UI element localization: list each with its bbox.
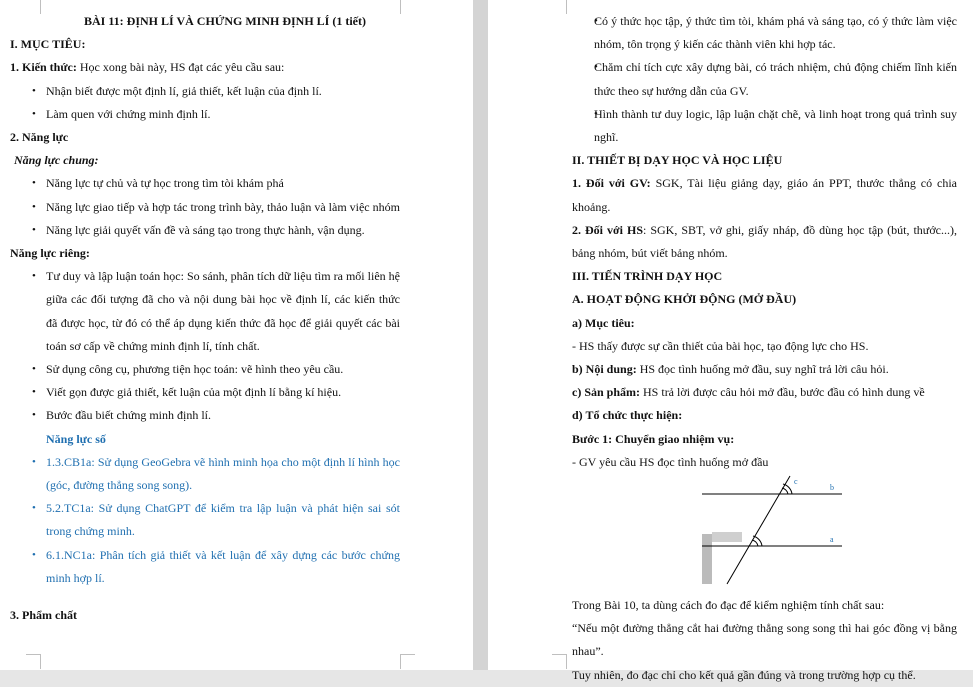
hs-equipment <box>572 219 957 265</box>
organization-label: d) Tổ chức thực hiện: <box>572 408 683 423</box>
content-line <box>572 358 957 381</box>
paragraph: Tuy nhiên, đo đạc chỉ cho kết quả gần đúng và trong trường hợp cụ thể. <box>572 667 916 682</box>
label-a: a <box>830 535 834 545</box>
knowledge-text: Học xong bài này, HS đạt các yêu cầu sau: <box>76 60 285 75</box>
knowledge-line <box>10 56 400 79</box>
paragraph: Trong Bài 10, ta dùng cách đo đạc để kiểm nghiệm tính chất sau: <box>572 598 885 613</box>
hs-text: : SGK, SBT, vở ghi, giấy nháp, đồ dùng học tập (bút, thước...), bảng nhóm, bút viết bảng nhóm. <box>572 222 957 261</box>
ability-heading: 2. Năng lực <box>10 130 69 145</box>
list-item: • 6.1.NC1a: Phân tích giả thiết và kết luận để xây dựng các bước chứng minh hợp lí. <box>10 544 400 590</box>
transversal-c <box>727 476 790 584</box>
gv-label: 1. Đối với GV: <box>572 176 651 191</box>
step-text: - GV yêu cầu HS đọc tình huống mở đầu <box>572 454 769 469</box>
page-corner-mark <box>26 654 41 669</box>
section-heading: II. THIẾT BỊ DẠY HỌC VÀ HỌC LIỆU <box>572 153 783 168</box>
left-column <box>10 10 400 627</box>
general-ability-heading: Năng lực chung: <box>14 153 99 168</box>
section-heading: I. MỤC TIÊU: <box>10 37 86 52</box>
knowledge-label: 1. Kiến thức: <box>10 60 77 75</box>
goal-text: - HS thấy được sự cần thiết của bài học, tạo động lực cho HS. <box>572 338 869 353</box>
goal-label: a) Mục tiêu: <box>572 315 635 330</box>
right-column <box>572 10 957 687</box>
list-item: • 5.2.TC1a: Sử dụng ChatGPT để kiểm tra lập luận và phát hiện sai sót trong chứng minh. <box>10 497 400 543</box>
page-corner-mark <box>400 654 415 669</box>
parallel-lines-diagram <box>702 476 842 586</box>
page-gap <box>473 0 488 670</box>
specific-ability-heading: Năng lực riêng: <box>10 246 90 261</box>
quality-heading: 3. Phẩm chất <box>10 608 77 623</box>
page-corner-mark <box>552 0 567 14</box>
list-item: • Năng lực giao tiếp và hợp tác trong trình bày, thảo luận và làm việc nhóm <box>10 196 400 219</box>
section-heading: III. TIẾN TRÌNH DẠY HỌC <box>572 269 723 284</box>
document-page-left <box>0 0 473 670</box>
list-item: • Hình thành tư duy logic, lập luận chặt chẽ, và linh hoạt trong quá trình suy nghĩ. <box>572 103 957 149</box>
list-item: • Bước đầu biết chứng minh định lí. <box>10 404 400 427</box>
content-text: HS đọc tình huống mở đầu, suy nghĩ trả lời câu hỏi. <box>636 362 889 377</box>
product-text: HS trả lời được câu hỏi mở đầu, bước đầu có hình dung về <box>640 385 925 400</box>
list-item: • Chăm chỉ tích cực xây dựng bài, có trách nhiệm, chủ động chiếm lĩnh kiến thức theo sự hướng dẫn của GV. <box>572 56 957 102</box>
content-label: b) Nội dung: <box>572 362 637 377</box>
list-item: • Năng lực tự chủ và tự học trong tìm tòi khám phá <box>10 172 400 195</box>
page-corner-mark <box>552 654 567 669</box>
list-item: • Năng lực giải quyết vấn đề và sáng tạo trong thực hành, vận dụng. <box>10 219 400 242</box>
list-item: • Nhận biết được một định lí, giả thiết, kết luận của định lí. <box>10 80 400 103</box>
paragraph: “Nếu một đường thẳng cắt hai đường thẳng song song thì hai góc đồng vị bằng nhau”. <box>572 621 957 659</box>
list-item: • 1.3.CB1a: Sử dụng GeoGebra vẽ hình minh họa cho một định lí hình học (góc, đường thẳng song song). <box>10 451 400 497</box>
product-label: c) Sản phẩm: <box>572 385 641 400</box>
step-label: Bước 1: Chuyển giao nhiệm vụ: <box>572 431 735 446</box>
page-corner-mark <box>400 0 415 14</box>
digital-ability-heading: Năng lực số <box>46 431 106 446</box>
list-item: • Làm quen với chứng minh định lí. <box>10 103 400 126</box>
angle-arc <box>752 540 758 546</box>
label-b: b <box>830 483 834 493</box>
product-line <box>572 381 957 404</box>
list-item: • Sử dụng công cụ, phương tiện học toán: vẽ hình theo yêu cầu. <box>10 358 400 381</box>
activity-heading: A. HOẠT ĐỘNG KHỞI ĐỘNG (MỞ ĐẦU) <box>572 292 797 307</box>
lesson-title: BÀI 11: ĐỊNH LÍ VÀ CHỨNG MINH ĐỊNH LÍ (1 tiết) <box>84 14 366 28</box>
gv-equipment <box>572 172 957 218</box>
label-c: c <box>794 477 798 487</box>
hs-label: 2. Đối với HS <box>572 222 643 237</box>
list-item: • Có ý thức học tập, ý thức tìm tòi, khám phá và sáng tạo, có ý thức làm việc nhóm, tôn trọng ý kiến các thành viên khi hợp tác. <box>572 10 957 56</box>
document-page-right <box>488 0 973 682</box>
figure-shadow <box>702 534 712 584</box>
parallel-lines-figure <box>572 474 957 594</box>
figure-shadow <box>712 532 742 542</box>
list-item: • Tư duy và lập luận toán học: So sánh, phân tích dữ liệu tìm ra mối liên hệ giữa các đối tượng đã cho và nội dung bài học về định lí, các kiến thức đã được học, từ đó có thể áp dụng kiến thức đã học để giải quyết các bài toán sơ cấp về chứng minh định lí, tính chất. <box>10 265 400 358</box>
list-item: • Viết gọn được giả thiết, kết luận của một định lí bằng kí hiệu. <box>10 381 400 404</box>
gv-text: SGK, Tài liệu giảng dạy, giáo án PPT, thước thẳng có chia khoảng. <box>572 176 957 214</box>
